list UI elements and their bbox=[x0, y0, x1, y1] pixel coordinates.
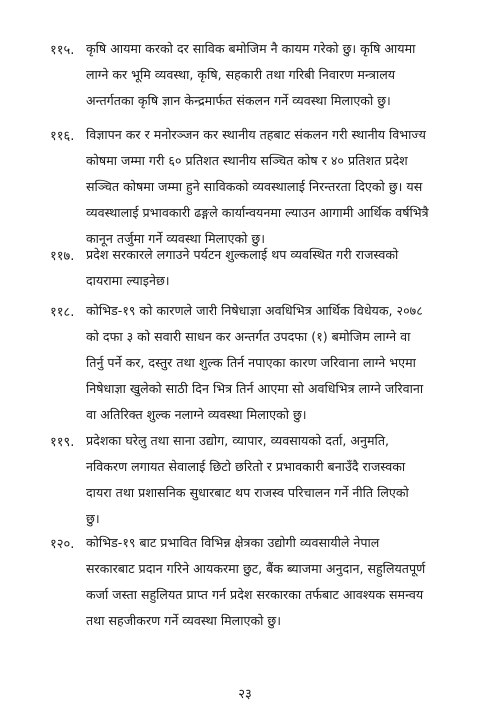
paragraph-line: वा अतिरिक्त शुल्क नलाग्ने व्यवस्था मिलाएको छु। bbox=[86, 407, 307, 422]
paragraph-number: १२०. bbox=[50, 537, 75, 552]
paragraph-number: ११७. bbox=[50, 249, 75, 264]
paragraph-line: दायरामा ल्याइनेछ। bbox=[86, 273, 170, 288]
paragraph-line: दायरा तथा प्रशासनिक सुधारबाट थप राजस्व परिचालन गर्ने नीति लिएको bbox=[86, 485, 409, 500]
paragraph-line: तिर्नु पर्ने कर, दस्तुर तथा शुल्क तिर्न नपाएका कारण जरिवाना लाग्ने भएमा bbox=[86, 355, 416, 370]
paragraph-line: सञ्चित कोषमा जम्मा हुने साविकको व्यवस्थालाई निरन्तरता दिएको छु। यस bbox=[86, 179, 423, 194]
paragraph-number: ११५. bbox=[50, 43, 75, 58]
paragraph-number: ११९. bbox=[50, 435, 75, 450]
page-number: २३ bbox=[238, 687, 252, 702]
paragraph-line: निषेधाज्ञा खुलेको साठी दिन भित्र तिर्न आएमा सो अवधिभित्र लाग्ने जरिवाना bbox=[86, 381, 424, 396]
paragraph-line: कोभिड-१९ को कारणले जारी निषेधाज्ञा अवधिभित्र आर्थिक विधेयक, २०७८ bbox=[86, 303, 423, 318]
paragraph-line: प्रदेशका घरेलु तथा साना उद्योग, व्यापार, व्यवसायको दर्ता, अनुमति, bbox=[86, 433, 389, 448]
paragraph-line: प्रदेश सरकारले लगाउने पर्यटन शुल्कलाई थप व्यवस्थित गरी राजस्वको bbox=[86, 247, 399, 262]
paragraph-line: अन्तर्गतका कृषि ज्ञान केन्द्रमार्फत संकलन गर्ने व्यवस्था मिलाएको छु। bbox=[86, 93, 391, 108]
paragraph-line: व्यवस्थालाई प्रभावकारी ढङ्गले कार्यान्वयनमा ल्याउन आगामी आर्थिक वर्षभित्रै bbox=[86, 205, 429, 220]
paragraph-line: कोषमा जम्मा गरी ६० प्रतिशत स्थानीय सञ्चित कोष र ४० प्रतिशत प्रदेश bbox=[86, 153, 408, 168]
paragraph-line: कोभिड-१९ बाट प्रभावित विभिन्न क्षेत्रका उद्योगी व्यवसायीले नेपाल bbox=[86, 535, 380, 550]
paragraph-line: छु। bbox=[86, 511, 100, 526]
paragraph-line: सरकारबाट प्रदान गरिने आयकरमा छुट, बैंक ब्याजमा अनुदान, सहुलियतपूर्ण bbox=[86, 561, 426, 576]
paragraph-line: लाग्ने कर भूमि व्यवस्था, कृषि, सहकारी तथा गरिबी निवारण मन्त्रालय bbox=[86, 67, 396, 82]
paragraph-number: ११८. bbox=[50, 305, 75, 320]
paragraph-line: को दफा ३ को सवारी साधन कर अन्तर्गत उपदफा (१) बमोजिम लाग्ने वा bbox=[86, 329, 411, 344]
paragraph-line: नविकरण लगायत सेवालाई छिटो छरितो र प्रभावकारी बनाउँदै राजस्वका bbox=[86, 459, 406, 474]
paragraph-line: कानून तर्जुमा गर्ने व्यवस्था मिलाएको छु। bbox=[86, 231, 265, 246]
paragraph-line: कर्जा जस्ता सहुलियत प्राप्त गर्न प्रदेश सरकारका तर्फबाट आवश्यक समन्वय bbox=[86, 587, 424, 602]
paragraph-line: विज्ञापन कर र मनोरञ्जन कर स्थानीय तहबाट संकलन गरी स्थानीय विभाज्य bbox=[86, 127, 426, 142]
paragraph-line: कृषि आयमा करको दर साविक बमोजिम नै कायम गरेको छु। कृषि आयमा bbox=[86, 41, 416, 56]
paragraph-number: ११६. bbox=[50, 129, 75, 144]
paragraph-line: तथा सहजीकरण गर्ने व्यवस्था मिलाएको छु। bbox=[86, 613, 281, 628]
